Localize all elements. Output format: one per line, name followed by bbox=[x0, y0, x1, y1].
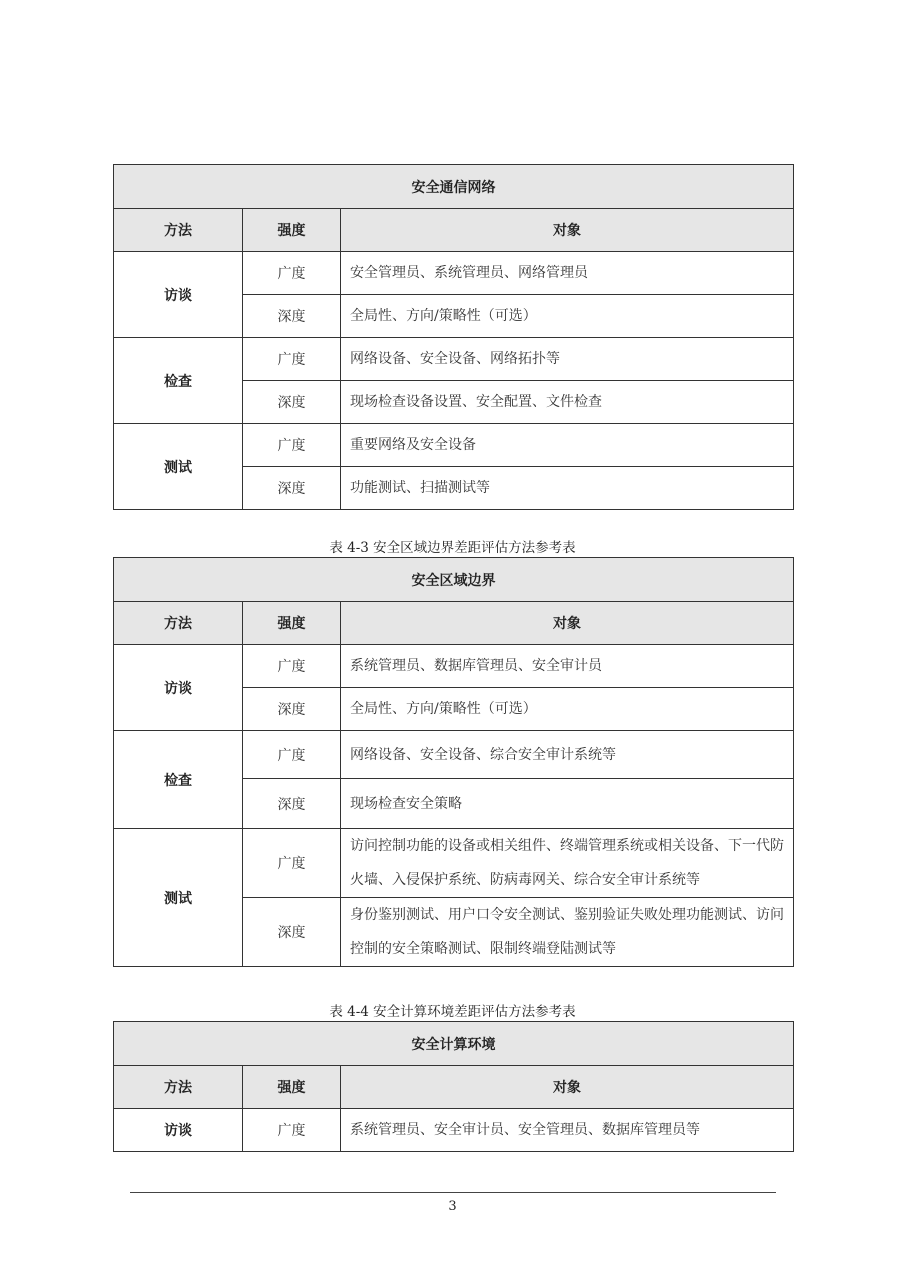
level-cell: 广度 bbox=[243, 829, 341, 898]
object-cell: 安全管理员、系统管理员、网络管理员 bbox=[341, 252, 794, 295]
header-method: 方法 bbox=[114, 602, 243, 645]
method-cell: 测试 bbox=[114, 829, 243, 967]
object-cell: 网络设备、安全设备、网络拓扑等 bbox=[341, 338, 794, 381]
method-cell: 检查 bbox=[114, 731, 243, 829]
table-title: 安全通信网络 bbox=[114, 165, 794, 209]
level-cell: 深度 bbox=[243, 898, 341, 967]
level-cell: 广度 bbox=[243, 731, 341, 779]
object-cell: 功能测试、扫描测试等 bbox=[341, 467, 794, 510]
object-cell: 重要网络及安全设备 bbox=[341, 424, 794, 467]
object-cell: 全局性、方向/策略性（可选） bbox=[341, 688, 794, 731]
header-method: 方法 bbox=[114, 1066, 243, 1109]
method-cell: 测试 bbox=[114, 424, 243, 510]
object-cell: 访问控制功能的设备或相关组件、终端管理系统或相关设备、下一代防火墙、入侵保护系统、防病毒网关、综合安全审计系统等 bbox=[341, 829, 794, 898]
object-cell: 现场检查设备设置、安全配置、文件检查 bbox=[341, 381, 794, 424]
table-caption: 表 4-4 安全计算环境差距评估方法参考表 bbox=[329, 1004, 576, 1020]
level-cell: 广度 bbox=[243, 338, 341, 381]
level-cell: 深度 bbox=[243, 295, 341, 338]
object-cell: 全局性、方向/策略性（可选） bbox=[341, 295, 794, 338]
header-object: 对象 bbox=[341, 602, 794, 645]
header-object: 对象 bbox=[341, 1066, 794, 1109]
object-cell: 现场检查安全策略 bbox=[341, 779, 794, 829]
object-cell: 系统管理员、数据库管理员、安全审计员 bbox=[341, 645, 794, 688]
method-cell: 访谈 bbox=[114, 252, 243, 338]
footer-divider bbox=[130, 1192, 776, 1193]
method-cell: 检查 bbox=[114, 338, 243, 424]
level-cell: 深度 bbox=[243, 467, 341, 510]
object-cell: 身份鉴别测试、用户口令安全测试、鉴别验证失败处理功能测试、访问控制的安全策略测试、限制终端登陆测试等 bbox=[341, 898, 794, 967]
object-cell: 系统管理员、安全审计员、安全管理员、数据库管理员等 bbox=[341, 1109, 794, 1152]
method-cell: 访谈 bbox=[114, 645, 243, 731]
header-object: 对象 bbox=[341, 209, 794, 252]
table-secure-communication-network bbox=[113, 164, 794, 510]
level-cell: 深度 bbox=[243, 779, 341, 829]
header-method: 方法 bbox=[114, 209, 243, 252]
page-number: 3 bbox=[448, 1199, 457, 1214]
level-cell: 广度 bbox=[243, 645, 341, 688]
level-cell: 广度 bbox=[243, 424, 341, 467]
method-cell: 访谈 bbox=[114, 1109, 243, 1152]
level-cell: 广度 bbox=[243, 1109, 341, 1152]
header-level: 强度 bbox=[243, 602, 341, 645]
level-cell: 广度 bbox=[243, 252, 341, 295]
table-secure-computing-environment bbox=[113, 1021, 794, 1152]
header-level: 强度 bbox=[243, 209, 341, 252]
level-cell: 深度 bbox=[243, 688, 341, 731]
level-cell: 深度 bbox=[243, 381, 341, 424]
header-level: 强度 bbox=[243, 1066, 341, 1109]
table-title: 安全区域边界 bbox=[114, 558, 794, 602]
table-caption: 表 4-3 安全区域边界差距评估方法参考表 bbox=[329, 540, 576, 556]
object-cell: 网络设备、安全设备、综合安全审计系统等 bbox=[341, 731, 794, 779]
table-secure-area-boundary bbox=[113, 557, 794, 967]
table-title: 安全计算环境 bbox=[114, 1022, 794, 1066]
